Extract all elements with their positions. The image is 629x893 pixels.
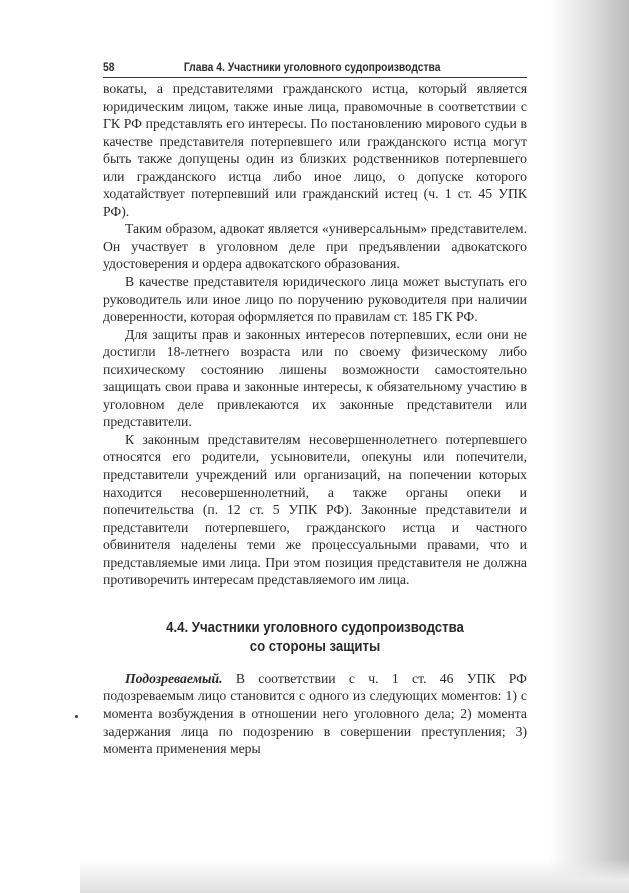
section-heading-line: 4.4. Участники уголовного судопроизводства [166,618,464,636]
paragraph: В качестве представителя юридического лица может выступать его руководитель или иное лицо по поручению руководителя при наличии доверенности, которая оформляется по правилам ст. 185 ГК РФ. [103,274,527,325]
body-text [103,80,527,758]
paragraph: К законным представителям несовершеннолетнего потерпевшего относятся его родители, усыновители, опекуны или попечители, представители учреждений или организаций, на попечении которых находится несовершеннолетний, а также органы опеки и попечительства (п. 12 ст. 5 УПК РФ). Законные представители и представители потерпевшего, гражданского истца и частного обвинителя наделены теми же процессуальными правами, что и представляемые ими лица. При этом позиция представителя не должна противоречить интересам представляемого им лица. [103,431,527,588]
paragraph-text: В соответствии с ч. 1 ст. 46 УПК РФ подозреваемым лицо становится с одного из следующих моментов: 1) с момента возбуждения в отношении него уголовного дела; 2) момента задержания лица по подозрению в совершении преступления; 3) момента применения меры [103,670,527,757]
scan-speck [75,715,78,718]
section-heading [103,618,527,657]
paragraph: Для защиты прав и законных интересов потерпевших, если они не достигли 18-летнего возраста или по своему физическому либо психическому состоянию лишены возможности самостоятельно защищать свои права и законные интересы, к обязательному участию в уголовном деле привлекаются их законные представители или представители. [103,326,527,430]
page-number: 58 [103,60,115,74]
paragraph-suspect [103,670,527,758]
paragraph: Таким образом, адвокат является «универсальным» представителем. Он участвует в уголовном деле при предъявлении адвокатского удостоверения и ордера адвокатского образования. [103,221,527,272]
scan-shadow-edge [549,0,629,893]
book-page [103,60,527,758]
chapter-title: Глава 4. Участники уголовного судопроизводства [183,60,441,74]
scan-bottom-edge [80,859,629,893]
running-header [103,60,527,78]
paragraph: вокаты, а представителями гражданского истца, который является юридическим лицом, также иные лица, правомочные в соответствии с ГК РФ представлять его интересы. По постановлению мирового судьи в качестве представителя потерпевшего или гражданского истца могут быть также допущены один из близких родственников потерпевшего или гражданского истца либо иное лицо, о допуске которого ходатайствует потерпевший или гражданский истец (ч. 1 ст. 45 УПК РФ). [103,81,527,219]
defined-term: Подозреваемый. [125,670,223,686]
section-heading-line: со стороны защиты [249,638,381,656]
